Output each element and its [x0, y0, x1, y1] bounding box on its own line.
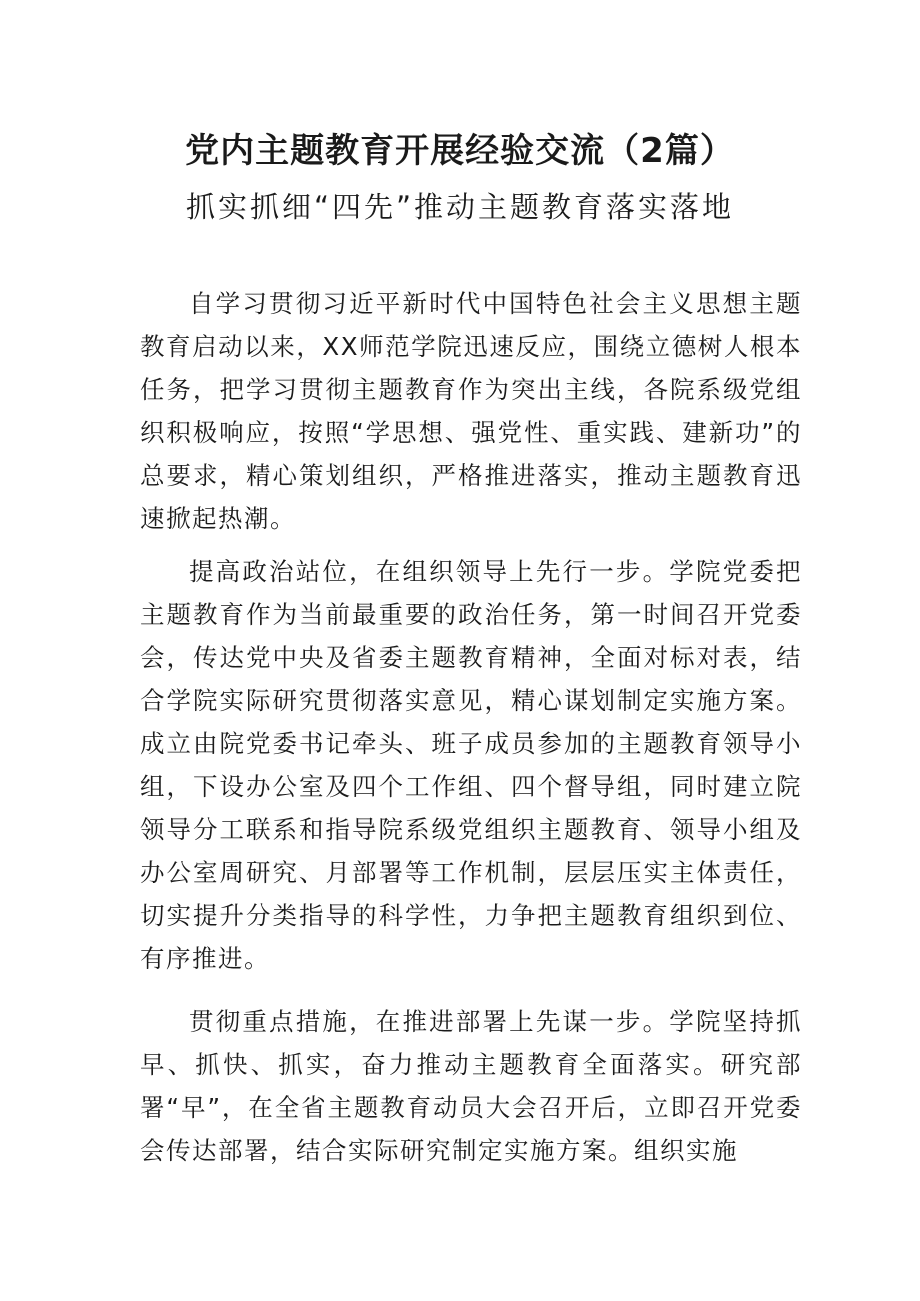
document-subtitle: 抓实抓细“四先”推动主题教育落实落地 — [185, 190, 735, 224]
body-paragraph: 自学习贯彻习近平新时代中国特色社会主义思想主题教育启动以来，XX师范学院迅速反应，围绕立德树人根本任务，把学习贯彻主题教育作为突出主线，各院系级党组织积极响应，按照“学思想、强党性、重实践、建新功”的总要求，精心策划组织，严格推进落实，推动主题教育迅速掀起热潮。 — [140, 289, 802, 533]
body-paragraph: 贯彻重点措施，在推进部署上先谋一步。学院坚持抓早、抓快、抓实，奋力推动主题教育全面落实。研究部署“早”，在全省主题教育动员大会召开后，立即召开党委会传达部署，结合实际研究制定实施方案。组织实施 — [140, 1007, 802, 1165]
document-title: 党内主题教育开展经验交流（2篇） — [185, 131, 735, 171]
body-paragraph: 提高政治站位，在组织领导上先行一步。学院党委把主题教育作为当前最重要的政治任务，第一时间召开党委会，传达党中央及省委主题教育精神，全面对标对表，结合学院实际研究贯彻落实意见，精心谋划制定实施方案。成立由院党委书记牵头、班子成员参加的主题教育领导小组，下设办公室及四个工作组、四个督导组，同时建立院领导分工联系和指导院系级党组织主题教育、领导小组及办公室周研究、月部署等工作机制，层层压实主体责任，切实提升分类指导的科学性，力争把主题教育组织到位、有序推进。 — [140, 557, 802, 973]
